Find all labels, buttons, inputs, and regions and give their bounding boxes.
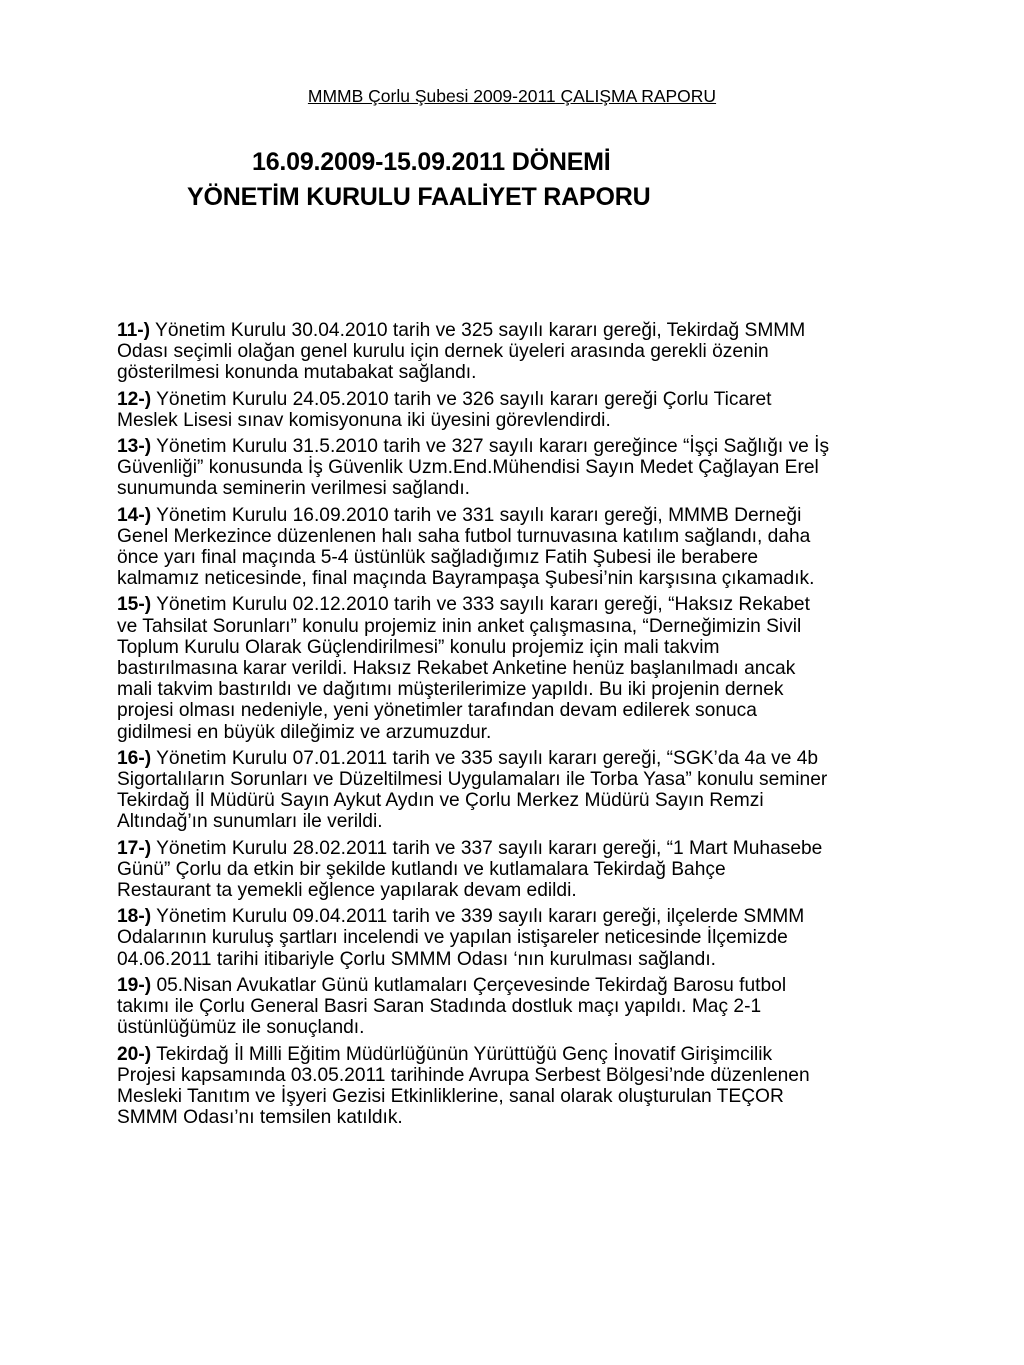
item-line: Yönetim Kurulu 28.02.2011 tarih ve 337 sayılı kararı gereği, “1 Mart Muhasebe [156, 837, 823, 859]
activity-item-11 [117, 320, 977, 384]
item-line: üstünlüğümüz ile sonuçlandı. [117, 1017, 365, 1039]
item-line: Genel Merkezince düzenlenen halı saha futbol turnuvasına katılım sağlandı, daha [117, 525, 811, 547]
document-title-line-2: YÖNETİM KURULU FAALİYET RAPORU [187, 183, 651, 211]
item-number: 20-) [117, 1043, 152, 1065]
activity-item-13 [117, 436, 977, 500]
activity-item-17 [117, 838, 977, 902]
report-header [0, 85, 1024, 107]
activity-item-18 [117, 906, 977, 970]
report-header-text: MMMB Çorlu Şubesi 2009-2011 ÇALIŞMA RAPORU [307, 86, 717, 106]
item-line: projesi olması nedeniyle, yeni yönetimler tarafından devam edilerek sonuca [117, 700, 757, 722]
item-line: Mesleki Tanıtım ve İşyeri Gezisi Etkinliklerine, sanal olarak oluşturulan TEÇOR [117, 1085, 784, 1107]
item-line: Toplum Kurulu Olarak Güçlendirilmesi” konulu projemiz için mali takvim [117, 636, 720, 658]
item-line: takımı ile Çorlu General Basri Saran Stadında dostluk maçı yapıldı. Maç 2-1 [117, 996, 762, 1018]
item-line: Yönetim Kurulu 09.04.2011 tarih ve 339 sayılı kararı gereği, ilçelerde SMMM [156, 906, 805, 928]
item-number: 18-) [117, 906, 152, 928]
item-line: Sigortalıların Sorunları ve Düzeltilmesi Uygulamaları ile Torba Yasa” konulu seminer [117, 769, 828, 791]
item-line: Yönetim Kurulu 02.12.2010 tarih ve 333 sayılı kararı gereği, “Haksız Rekabet [156, 594, 810, 616]
item-number: 12-) [117, 388, 152, 410]
item-line: mali takvim bastırıldı ve dağıtımı müşterilerimize yapıldı. Bu iki projenin dernek [117, 679, 784, 701]
item-line: Günü” Çorlu da etkin bir şekilde kutlandı ve kutlamalara Tekirdağ Bahçe [117, 858, 726, 880]
item-line: Yönetim Kurulu 24.05.2010 tarih ve 326 sayılı kararı gereği Çorlu Ticaret [156, 388, 772, 410]
activity-item-19 [117, 975, 977, 1039]
item-line: Tekirdağ İl Milli Eğitim Müdürlüğünün Yürüttüğü Genç İnovatif Girişimcilik [156, 1043, 773, 1065]
item-line: Yönetim Kurulu 07.01.2011 tarih ve 335 sayılı kararı gereği, “SGK’da 4a ve 4b [156, 747, 819, 769]
item-line: ve Tahsilat Sorunları” konulu projemiz inin anket çalışmasına, “Derneğimizin Sivil [117, 615, 802, 637]
item-number: 13-) [117, 436, 152, 458]
activity-item-20 [117, 1044, 977, 1129]
item-line: 04.06.2011 tarihi itibariyle Çorlu SMMM Odası ‘nın kurulması sağlandı. [117, 948, 716, 970]
item-line: Altındağ’ın sunumları ile verildi. [117, 811, 383, 833]
item-line: kalmamız neticesinde, final maçında Bayrampaşa Şubesi’nin karşısına çıkamadık. [117, 568, 815, 590]
item-number: 11-) [117, 320, 151, 341]
item-number: 16-) [117, 747, 152, 769]
item-line: Tekirdağ İl Müdürü Sayın Aykut Aydın ve Çorlu Merkez Müdürü Sayın Remzi [117, 790, 764, 812]
item-line: Yönetim Kurulu 30.04.2010 tarih ve 325 sayılı kararı gereği, Tekirdağ SMMM [155, 320, 806, 341]
item-line: Restaurant ta yemekli eğlence yapılarak devam edildi. [117, 880, 577, 902]
item-line: Odası seçimli olağan genel kurulu için dernek üyeleri arasında gerekli özenin [117, 341, 769, 363]
item-line: Güvenliği” konusunda İş Güvenlik Uzm.End.Mühendisi Sayın Medet Çağlayan Erel [117, 457, 819, 479]
item-number: 19-) [117, 974, 152, 996]
item-line: bastırılmasına karar verildi. Haksız Rekabet Anketine henüz başlanılmadı ancak [117, 658, 796, 680]
activity-list [117, 320, 977, 1128]
item-line: gösterilmesi konunda mutabakat sağlandı. [117, 362, 477, 384]
item-number: 15-) [117, 594, 152, 616]
item-number: 17-) [117, 837, 152, 859]
activity-item-16 [117, 748, 977, 833]
document-title-line-1: 16.09.2009-15.09.2011 DÖNEMİ [252, 148, 611, 176]
item-line: SMMM Odası’nı temsilen katıldık. [117, 1107, 403, 1129]
item-line: Projesi kapsamında 03.05.2011 tarihinde Avrupa Serbest Bölgesi’nde düzenlenen [117, 1064, 810, 1086]
item-line: Odalarının kuruluş şartları incelendi ve yapılan istişareler neticesinde İlçemizde [117, 927, 788, 949]
item-line: sunumunda seminerin verilmesi sağlandı. [117, 478, 471, 500]
item-line: Yönetim Kurulu 31.5.2010 tarih ve 327 sayılı kararı gereğince “İşçi Sağlığı ve İş [156, 436, 830, 458]
activity-item-12 [117, 389, 977, 431]
item-line: 05.Nisan Avukatlar Günü kutlamaları Çerçevesinde Tekirdağ Barosu futbol [156, 974, 787, 996]
item-line: Yönetim Kurulu 16.09.2010 tarih ve 331 sayılı kararı gereği, MMMB Derneği [156, 504, 802, 526]
item-line: gidilmesi en büyük dileğimiz ve arzumuzdur. [117, 721, 492, 743]
activity-item-15 [117, 594, 977, 742]
activity-item-14 [117, 505, 977, 590]
item-line: Meslek Lisesi sınav komisyonuna iki üyesini görevlendirdi. [117, 409, 611, 431]
item-number: 14-) [117, 504, 152, 526]
item-line: önce yarı final maçında 5-4 üstünlük sağladığımız Fatih Şubesi ile berabere [117, 547, 759, 569]
